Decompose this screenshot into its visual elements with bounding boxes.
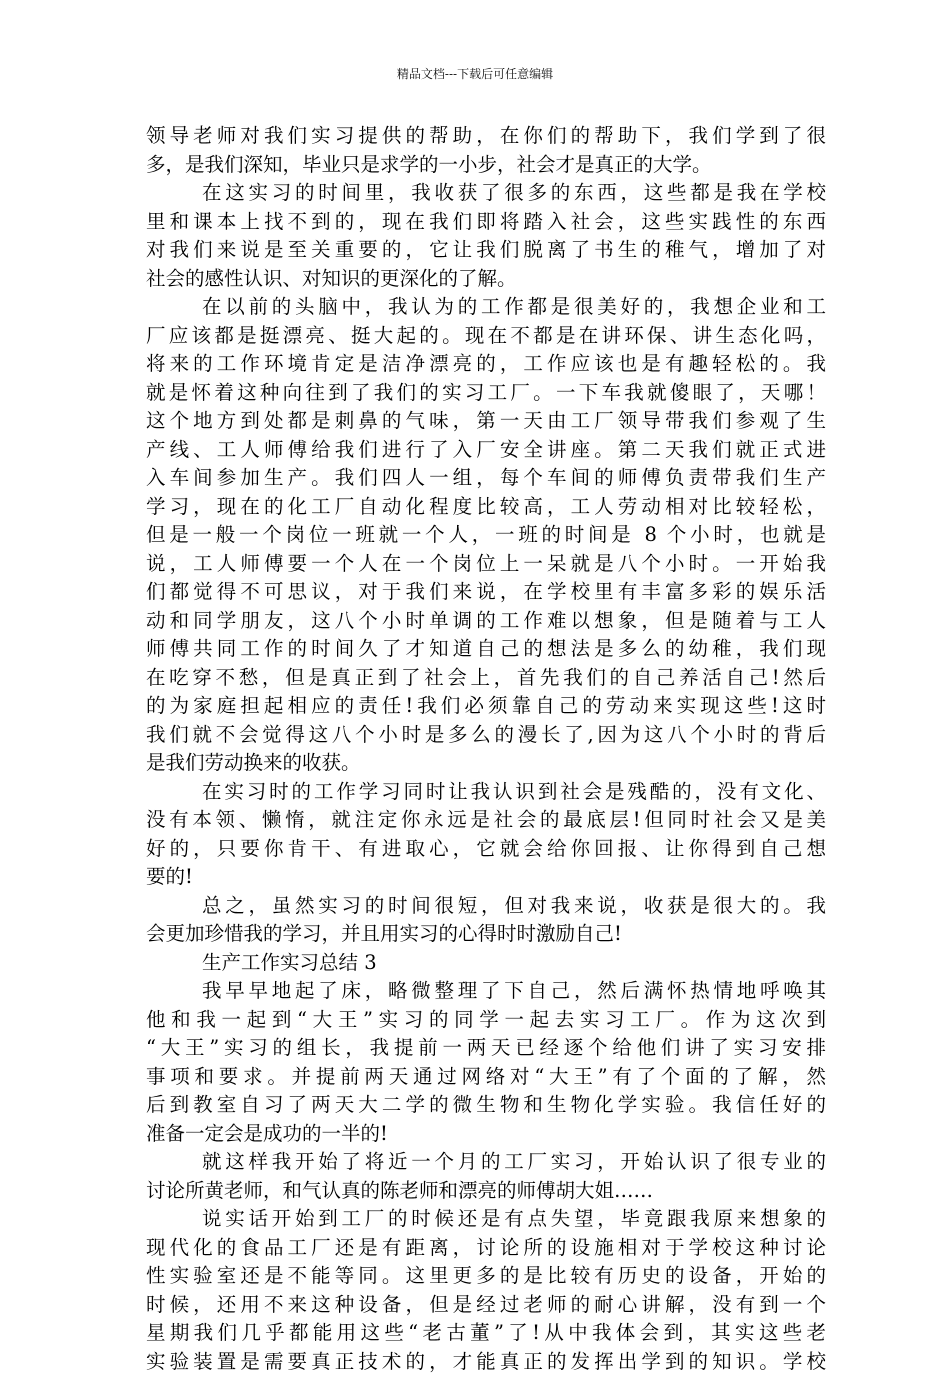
text-line: 说，工人师傅要一个人在一个岗位上一呆就是八个小时。一开始我	[146, 550, 826, 579]
text-line: 社会的感性认识、对知识的更深化的了解。	[146, 265, 826, 294]
text-line: 后到教室自习了两天大二学的微生物和生物化学实验。我信任好的	[146, 1091, 826, 1120]
text-line: 他和我一起到“大王”实习的同学一起去实习工厂。作为这次到	[146, 1006, 826, 1035]
text-line: 动和同学朋友，这八个小时单调的工作难以想象，但是随着与工人	[146, 607, 826, 636]
text-line: 厂应该都是挺漂亮、挺大起的。现在不都是在讲环保、讲生态化吗，	[146, 322, 826, 351]
text-line: 好的，只要你肯干、有进取心，它就会给你回报、让你得到自己想	[146, 835, 826, 864]
text-line: 说实话开始到工厂的时候还是有点失望，毕竟跟我原来想象的	[146, 1205, 826, 1234]
text-line: 们都觉得不可思议，对于我们来说，在学校里有丰富多彩的娱乐活	[146, 578, 826, 607]
document-body	[146, 122, 826, 1376]
text-line: 时候，还用不来这种设备，但是经过老师的耐心讲解，没有到一个	[146, 1291, 826, 1320]
page-header: 精品文档---下载后可任意编辑	[0, 66, 950, 82]
text-line: 领导老师对我们实习提供的帮助，在你们的帮助下，我们学到了很	[146, 122, 826, 151]
text-line: 性实验室还是不能等同。这里更多的是比较有历史的设备，开始的	[146, 1262, 826, 1291]
text-line: 将来的工作环境肯定是洁净漂亮的，工作应该也是有趣轻松的。我	[146, 350, 826, 379]
text-line: 在这实习的时间里，我收获了很多的东西，这些都是我在学校	[146, 179, 826, 208]
text-line: 是我们劳动换来的收获。	[146, 749, 826, 778]
text-line: 讨论所黄老师，和气认真的陈老师和漂亮的师傅胡大姐……	[146, 1177, 826, 1206]
text-line: 准备一定会是成功的一半的!	[146, 1120, 826, 1149]
text-line: 现代化的食品工厂还是有距离，讨论所的设施相对于学校这种讨论	[146, 1234, 826, 1263]
text-line: 就这样我开始了将近一个月的工厂实习，开始认识了很专业的	[146, 1148, 826, 1177]
text-line: 产线、工人师傅给我们进行了入厂安全讲座。第二天我们就正式进	[146, 436, 826, 465]
text-line: 师傅共同工作的时间久了才知道自己的想法是多么的幼稚，我们现	[146, 635, 826, 664]
text-line: 入车间参加生产。我们四人一组，每个车间的师傅负责带我们生产	[146, 464, 826, 493]
text-line: “大王”实习的组长，我提前一两天已经逐个给他们讲了实习安排	[146, 1034, 826, 1063]
text-line: 总之，虽然实习的时间很短，但对我来说，收获是很大的。我	[146, 892, 826, 921]
text-line: 实验装置是需要真正技术的，才能真正的发挥出学到的知识。学校	[146, 1348, 826, 1376]
text-line: 学习，现在的化工厂自动化程度比较高，工人劳动相对比较轻松，	[146, 493, 826, 522]
text-line: 生产工作实习总结 3	[146, 949, 826, 978]
text-line: 但是一般一个岗位一班就一个人，一班的时间是 8 个小时，也就是	[146, 521, 826, 550]
text-line: 在以前的头脑中，我认为的工作都是很美好的，我想企业和工	[146, 293, 826, 322]
text-line: 里和课本上找不到的，现在我们即将踏入社会，这些实践性的东西	[146, 208, 826, 237]
text-line: 在吃穿不愁，但是真正到了社会上，首先我们的自己养活自己!然后	[146, 664, 826, 693]
text-line: 我们就不会觉得这八个小时是多么的漫长了,因为这八个小时的背后	[146, 721, 826, 750]
text-line: 没有本领、懒惰，就注定你永远是社会的最底层!但同时社会又是美	[146, 806, 826, 835]
text-line: 就是怀着这种向往到了我们的实习工厂。一下车我就傻眼了，天哪！	[146, 379, 826, 408]
text-line: 会更加珍惜我的学习，并且用实习的心得时时激励自己!	[146, 920, 826, 949]
text-line: 要的!	[146, 863, 826, 892]
text-line: 的为家庭担起相应的责任!我们必须靠自己的劳动来实现这些!这时	[146, 692, 826, 721]
text-line: 在实习时的工作学习同时让我认识到社会是残酷的，没有文化、	[146, 778, 826, 807]
text-line: 事项和要求。并提前两天通过网络对“大王”有了个面的了解，然	[146, 1063, 826, 1092]
text-line: 这个地方到处都是刺鼻的气味，第一天由工厂领导带我们参观了生	[146, 407, 826, 436]
text-line: 我早早地起了床，略微整理了下自己，然后满怀热情地呼唤其	[146, 977, 826, 1006]
text-line: 对我们来说是至关重要的，它让我们脱离了书生的稚气，增加了对	[146, 236, 826, 265]
text-line: 多，是我们深知，毕业只是求学的一小步，社会才是真正的大学。	[146, 151, 826, 180]
text-line: 星期我们几乎都能用这些“老古董”了!从中我体会到，其实这些老	[146, 1319, 826, 1348]
